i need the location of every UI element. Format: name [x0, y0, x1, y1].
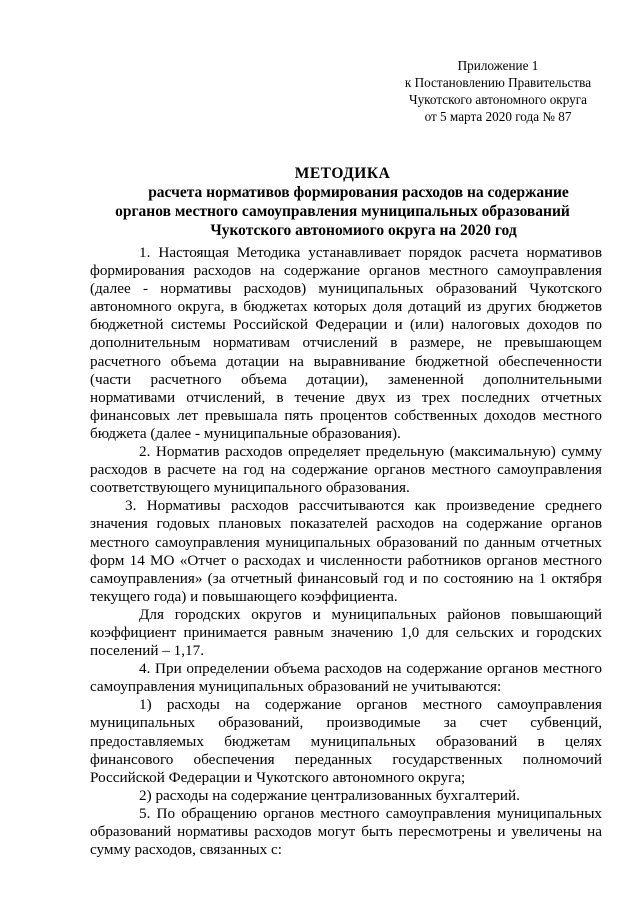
paragraph-item-4: 4. При определении объема расходов на содержание органов местного самоуправления муниципальных образований не учитываются: — [90, 660, 602, 696]
appendix-line: Приложение 1 — [457, 58, 539, 73]
title-line: органов местного самоуправления муниципальных образований — [115, 203, 570, 220]
paragraph-coefficient: Для городских округов и муниципальных районов повышающий коэффициент принимается равным значению 1,0 для сельских и городских поселений – 1,17. — [90, 605, 602, 660]
paragraph-item-5: 5. По обращению органов местного самоуправления муниципальных образований нормативы расходов могут быть пересмотрены и увеличены на сумму расходов, связанных с: — [90, 804, 602, 859]
document-body — [90, 244, 602, 859]
paragraph-item-3: 3. Нормативы расходов рассчитываются как произведение среднего значения годовых плановых показателей расходов на содержание органов местного самоуправления муниципальных образований по данным отчетных форм 14 МО «Отчет о расходах и численности работников органов местного самоуправления» (за отчетный финансовый год и по состоянию на 1 октября текущего года) и повышающего коэффициента. — [90, 497, 602, 605]
appendix-line: от 5 марта 2020 года № 87 — [424, 109, 572, 124]
title-line: расчета нормативов формирования расходов на содержание — [148, 184, 569, 201]
document-title — [90, 164, 595, 240]
paragraph-subitem-1: 1) расходы на содержание органов местного самоуправления муниципальных образований, производимые за счет субвенций, предоставляемых бюджетам муниципальных образований в целях финансового обеспечения переданных государственных полномочий Российской Федерации и Чукотского автономного округа; — [90, 696, 602, 786]
paragraph-subitem-2: 2) расходы на содержание централизованных бухгалтерий. — [139, 786, 520, 804]
title-heading: МЕТОДИКА — [294, 165, 391, 182]
title-line: Чукотского автономиого округа на 2020 год — [210, 222, 517, 239]
appendix-line: Чукотского автономного округа — [409, 92, 587, 107]
appendix-line: к Постановлению Правительства — [404, 75, 592, 90]
paragraph-item-2: 2. Норматив расходов определяет предельную (максимальную) сумму расходов в расчете на год на содержание органов местного самоуправления соответствующего муниципального образования. — [90, 443, 602, 497]
paragraph-item-1: 1. Настоящая Методика устанавливает порядок расчета нормативов формирования расходов на содержание органов местного самоуправления (далее - нормативы расходов) муниципальных образований Чукотского автономного округа, в бюджетах которых доля дотаций из других бюджетов бюджетной системы Российской Федерации и (или) налоговых доходов по дополнительным нормативам отчислений в размере, не превышающем расчетного объема дотации на выравнивание бюджетной обеспеченности (части расчетного объема дотации), замененной дополнительными нормативами отчислений, в течение двух из трех последних отчетных финансовых лет превышала пять процентов собственных доходов местного бюджета (далее - муниципальные образования). — [90, 244, 602, 442]
appendix-header — [398, 57, 598, 125]
